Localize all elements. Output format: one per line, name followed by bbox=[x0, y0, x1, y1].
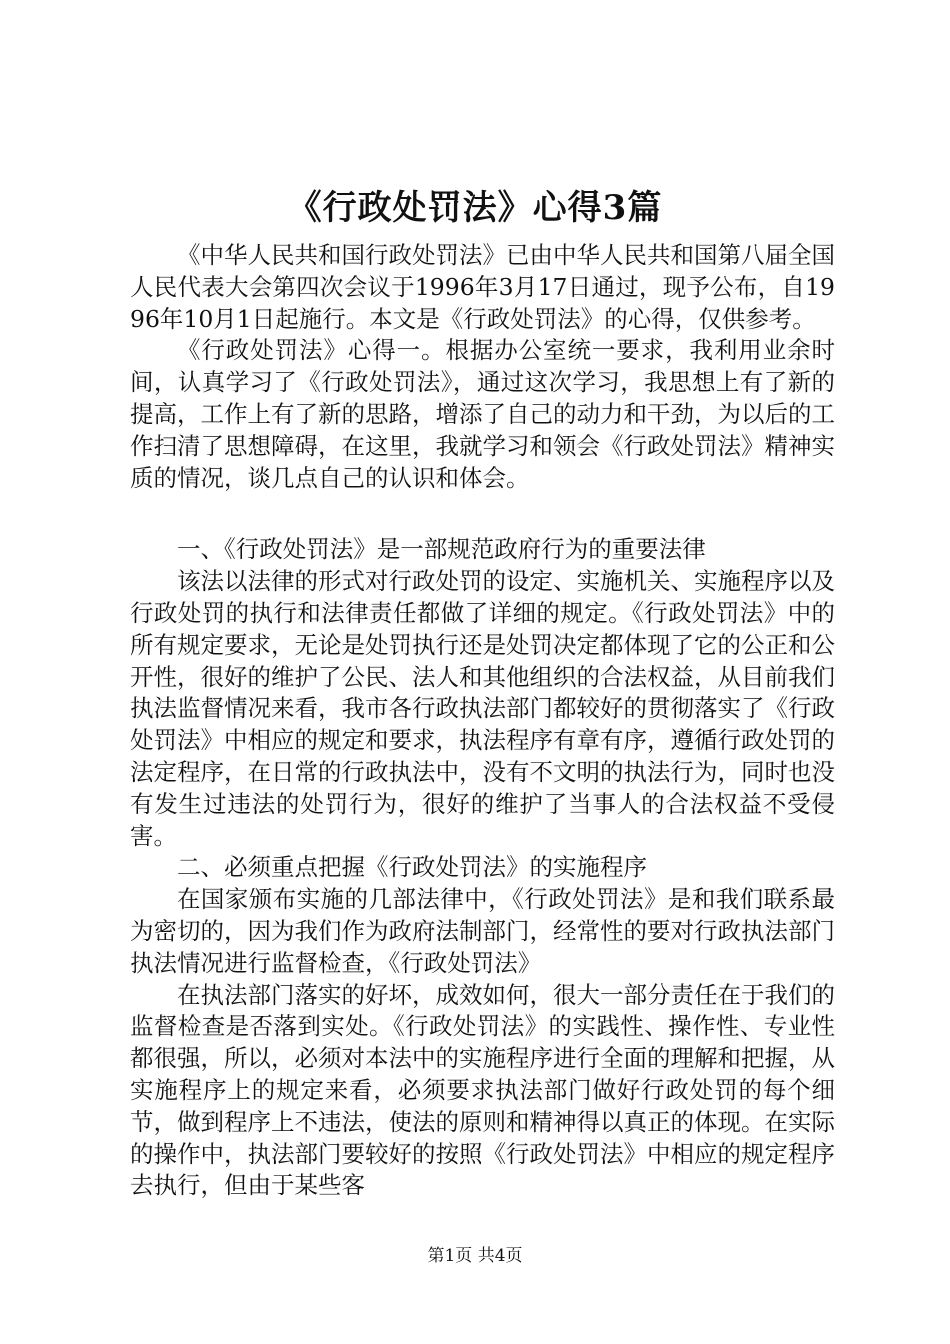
section-two-heading: 二、必须重点把握《行政处罚法》的实施程序 bbox=[177, 853, 647, 882]
section-two-paragraph-two: 在执法部门落实的好坏，成效如何，很大一部分责任在于我们的监督检查是否落到实处。《行政处罚法》的实践性、操作性、专业性都很强，所以，必须对本法中的实施程序进行全面的理解和把握，从实施程序上的规定来看，必须要求执法部门做好行政处罚的每个细节，做到程序上不违法，使法的原则和精神得以真正的体现。在实际的操作中，执法部门要较好的按照《行政处罚法》中相应的规定程序去执行，但由于某些客 bbox=[130, 980, 835, 1200]
intro-paragraph: 《中华人民共和国行政处罚法》已由中华人民共和国第八届全国人民代表大会第四次会议于1996年3月17日通过，现予公布，自1996年10月1日起施行。本文是《行政处罚法》的心得，仅供参考。 bbox=[130, 241, 835, 333]
paragraph-gap bbox=[130, 494, 835, 534]
document-title: 《行政处罚法》心得3篇 bbox=[287, 188, 663, 228]
section-one-paragraph: 该法以法律的形式对行政处罚的设定、实施机关、实施程序以及行政处罚的执行和法律责任都做了详细的规定。《行政处罚法》中的所有规定要求，无论是处罚执行还是处罚决定都体现了它的公正和公开性，很好的维护了公民、法人和其他组织的合法权益，从目前我们执法监督情况来看，我市各行政执法部门都较好的贯彻落实了《行政处罚法》中相应的规定和要求，执法程序有章有序，遵循行政处罚的法定程序，在日常的行政执法中，没有不文明的执法行为，同时也没有发生过违法的处罚行为，很好的维护了当事人的合法权益不受侵害。 bbox=[130, 567, 835, 850]
essay-one-opening-paragraph: 《行政处罚法》心得一。根据办公室统一要求，我利用业余时间，认真学习了《行政处罚法》，通过这次学习，我思想上有了新的提高，工作上有了新的思路，增添了自己的动力和干劲，为以后的工作扫清了思想障碍，在这里，我就学习和领会《行政处罚法》精神实质的情况，谈几点自己的认识和体会。 bbox=[130, 336, 835, 492]
section-one-heading: 一、《行政处罚法》是一部规范政府行为的重要法律 bbox=[177, 535, 706, 564]
page-number-footer: 第1页 共4页 bbox=[427, 1246, 523, 1266]
document-body bbox=[130, 240, 835, 1202]
section-two-paragraph-one: 在国家颁布实施的几部法律中，《行政处罚法》是和我们联系最为密切的，因为我们作为政府法制部门，经常性的要对行政执法部门执法情况进行监督检查，《行政处罚法》 bbox=[130, 885, 835, 977]
